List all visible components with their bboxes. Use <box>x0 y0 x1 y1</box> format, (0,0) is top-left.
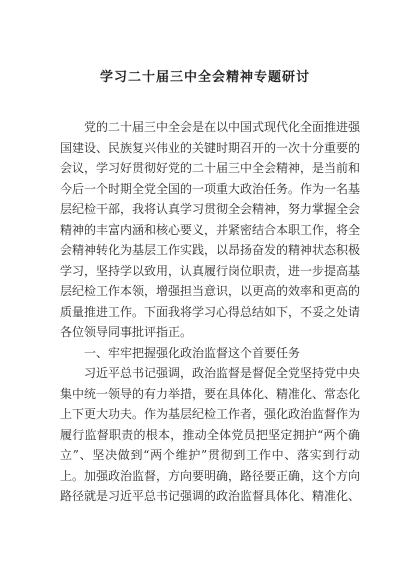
paragraph-line: 各位领导同事批评指正。 <box>60 325 193 339</box>
paragraph-line: 集中统一领导的有力举措，要在具体化、精准化、常态化 <box>60 386 360 401</box>
paragraph-line: 精神的丰富内涵和核心要义，并紧密结合本职工作，将全 <box>60 222 360 237</box>
paragraph-line: 学习，坚持学以致用，认真履行岗位职责，进一步提高基 <box>60 263 360 278</box>
paragraph-line: 层纪检工作本领，增强担当意识，以更高的效率和更高的 <box>60 284 360 298</box>
paragraph-line: 习近平总书记强调，政治监督是督促全党坚持党中央 <box>84 366 360 380</box>
paragraph-line: 党的二十届三中全会是在以中国式现代化全面推进强 <box>84 120 360 134</box>
section-heading: 一、牢牢把握强化政治监督这个首要任务 <box>84 345 301 360</box>
document-title: 学习二十届三中全会精神专题研讨 <box>99 70 310 85</box>
paragraph-line: 会精神转化为基层工作实践，以昂扬奋发的精神状态积极 <box>60 243 360 257</box>
paragraph-line: 履行监督职责的根本，推动全体党员把坚定拥护“两个确 <box>60 427 360 442</box>
paragraph-line: 层纪检干部，我将认真学习贯彻全会精神，努力掌握全会 <box>60 202 360 216</box>
paragraph-line: 会议，学习好贯彻好党的二十届三中全会精神，是当前和 <box>60 161 360 175</box>
paragraph-line: 上。加强政治监督，方向要明确，路径要正确，这个方向 <box>60 468 360 483</box>
document-body <box>60 117 360 507</box>
paragraph-line: 质量推进工作。下面我将学习心得总结如下，不妥之处请 <box>60 304 360 319</box>
paragraph-line: 国建设、民族复兴伟业的关键时期召开的一次十分重要的 <box>60 140 360 155</box>
paragraph-line: 路径就是习近平总书记强调的政治监督具体化、精准化、 <box>60 489 360 503</box>
paragraph-line: 上下更大功夫。作为基层纪检工作者，强化政治监督作为 <box>60 407 360 421</box>
paragraph-line: 立”、坚决做到“两个维护”贯彻到工作中、落实到行动 <box>60 448 360 462</box>
paragraph-line: 今后一个时期全党全国的一项重大政治任务。作为一名基 <box>60 181 360 196</box>
